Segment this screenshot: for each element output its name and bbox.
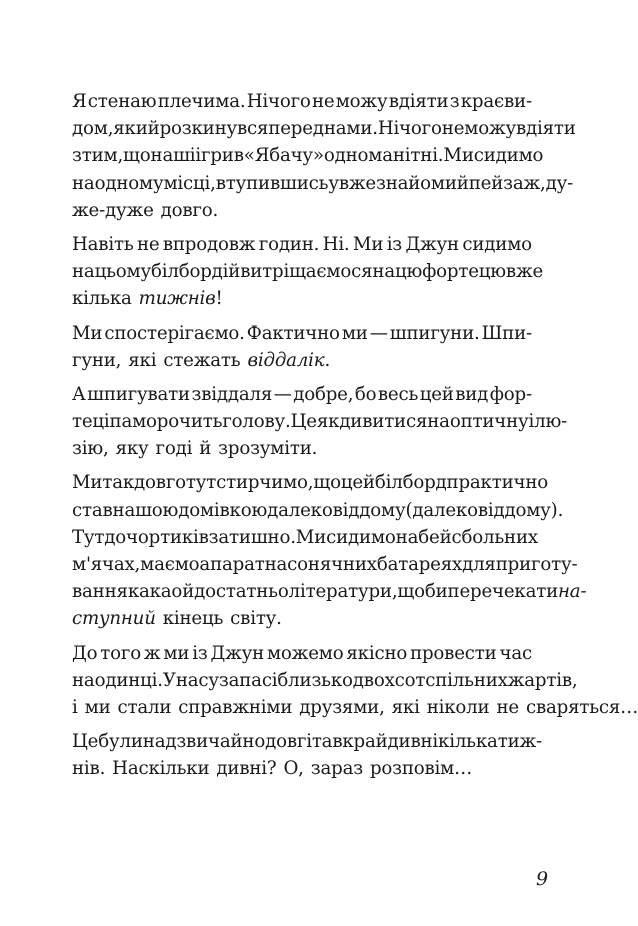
page-number: 9 — [536, 868, 549, 890]
paragraph — [72, 728, 542, 782]
text-line: Тут до чортиків затишно. Ми сидимо на бейсбольних — [72, 526, 538, 548]
text-line: і ми стали справжніми друзями, які ніколи не сваряться… — [72, 696, 638, 718]
text-line: Це були надзвичайно довгі та вкрай дивні кілька тиж- — [72, 731, 542, 753]
text-line: ступний кінець світу. — [72, 608, 282, 630]
text-line: зію, яку годі й зрозуміти. — [72, 438, 318, 460]
body-text — [72, 88, 638, 790]
text-line: на одному місці, втупившись у вже знайомий пейзаж, ду- — [72, 172, 574, 194]
text-line: на цьому білборді й витріщаємося на цю фортецю вже — [72, 261, 544, 283]
text-line: став нашою домівкою далеко від дому (далеко від дому). — [72, 499, 564, 521]
text-line: гуни, які стежать віддалік. — [72, 349, 331, 371]
text-line: м'ячах, маємо апарат на сонячних батареях для приготу- — [72, 554, 578, 575]
text-line: же-дуже довго. — [72, 199, 219, 221]
text-line: До того ж ми із Джун можемо якісно провести час — [72, 642, 532, 664]
text-line: дом, який розкинувся перед нами. Нічого не можу вдіяти — [72, 118, 576, 140]
paragraph — [72, 88, 576, 224]
paragraph — [72, 320, 532, 374]
text-line: з тим, що наші ігри в «Я бачу» одноманітні. Ми сидимо — [72, 145, 544, 167]
text-line: вання какао й достатньо літератури, щоби перечекати на- — [72, 581, 587, 603]
text-line: кілька тижнів! — [72, 288, 223, 310]
paragraph — [72, 640, 638, 722]
paragraph — [72, 381, 568, 463]
text-line: Ми спостерігаємо. Фактично ми — шпигуни. Шпи- — [72, 322, 532, 344]
text-line: наодинці. У нас у запасі близько двохсот спільних жартів, — [72, 669, 578, 691]
text-line: Я стенаю плечима. Нічого не можу вдіяти з краєви- — [72, 91, 532, 112]
text-line: теці паморочить голову. Це як дивитися на оптичну ілю- — [72, 411, 568, 433]
text-line: А шпигувати звіддаля — добре, бо весь цей вид фор- — [72, 383, 532, 405]
text-line: нів. Наскільки дивні? О, зараз розповім… — [72, 758, 473, 780]
paragraph — [72, 231, 544, 313]
text-line: Навіть не впродовж годин. Ні. Ми із Джун сидимо — [72, 233, 532, 255]
paragraph — [72, 469, 587, 632]
text-line: Ми так довго тут стирчимо, що цей білборд практично — [72, 472, 548, 494]
